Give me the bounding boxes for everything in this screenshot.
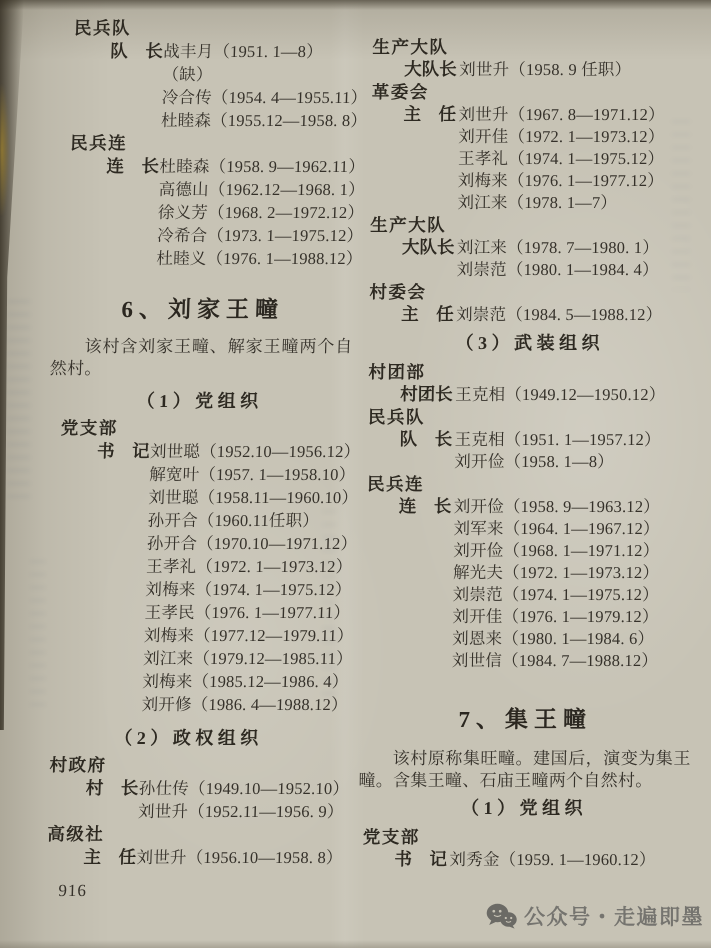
term-entry-row bbox=[362, 451, 694, 473]
term-entry: 刘世升（1958. 9 任职） bbox=[459, 60, 632, 79]
term-entry: 刘世升（1967. 8—1971.12） bbox=[458, 105, 665, 124]
role-label: 书 记 bbox=[96, 441, 150, 461]
term-entry: 刘崇范（1974. 1—1975.12） bbox=[452, 585, 659, 604]
term-entry-row bbox=[361, 540, 693, 562]
term-entry-row bbox=[45, 486, 359, 509]
term-entry: 刘崇范（1980. 1—1984. 4） bbox=[456, 260, 659, 279]
term-entry: 刘崇范（1984. 5—1988.12） bbox=[456, 305, 663, 324]
term-entry: 刘开修（1986. 4—1988.12） bbox=[141, 695, 349, 714]
term-entry-row bbox=[357, 848, 689, 871]
section-title: 6、刘家王疃 bbox=[121, 297, 285, 322]
term-entry: 刘世升（1956.10—1958. 8） bbox=[136, 848, 343, 867]
org-heading: 党支部 bbox=[362, 827, 420, 847]
term-entry: 刘江来（1978. 7—1980. 1） bbox=[456, 238, 660, 257]
term-entry-row bbox=[360, 606, 692, 628]
term-entry: 杜睦森（1958. 9—1962.11） bbox=[159, 157, 366, 176]
term-entry-row bbox=[361, 562, 693, 584]
term-entry: 战丰月（1951. 1—8） bbox=[162, 42, 324, 61]
ink-bleed-smudge bbox=[30, 560, 46, 710]
column-right bbox=[357, 0, 700, 871]
page-number: 916 bbox=[58, 881, 88, 900]
term-entry: 王克相（1949.12—1950.12） bbox=[455, 385, 666, 404]
term-entry: 刘世信（1984. 7—1988.12） bbox=[451, 651, 659, 670]
sub-section-title: （3）武装组织 bbox=[455, 333, 605, 353]
term-entry: 刘开俭（1968. 1—1971.12） bbox=[453, 541, 660, 560]
term-entry-row bbox=[35, 777, 350, 800]
term-entry-row bbox=[38, 693, 349, 716]
term-entry-row bbox=[41, 624, 354, 647]
term-entry-row bbox=[361, 518, 693, 540]
term-entry-row bbox=[360, 650, 692, 672]
term-entry: 孙开合（1960.11任职） bbox=[147, 511, 320, 530]
term-entry: 徐义芳（1968. 2—1972.12） bbox=[157, 203, 365, 222]
term-entry-row bbox=[365, 259, 697, 281]
term-entry-row bbox=[46, 463, 356, 486]
term-entry: 杜睦义（1976. 1—1988.12） bbox=[156, 249, 363, 268]
term-entry-row bbox=[362, 428, 694, 451]
term-entry-row bbox=[366, 126, 698, 148]
term-entry-row bbox=[362, 495, 694, 518]
term-entry-row bbox=[56, 155, 366, 178]
org-heading: 民兵队 bbox=[367, 407, 426, 427]
term-entry: 刘恩来（1980. 1—1984. 6） bbox=[452, 629, 655, 648]
term-entry: 刘世聪（1958.11—1960.10） bbox=[148, 488, 359, 507]
term-entry-row bbox=[366, 103, 698, 126]
org-heading: 生产大队 bbox=[370, 215, 447, 235]
wechat-icon bbox=[486, 903, 517, 929]
role-label: 主 任 bbox=[403, 104, 457, 124]
section-title: 7、集王疃 bbox=[458, 707, 593, 732]
term-entry-row bbox=[60, 40, 363, 63]
role-label: 连 长 bbox=[106, 156, 160, 176]
term-entry: 刘开俭（1958. 1—8） bbox=[454, 452, 615, 471]
term-entry: 刘开俭（1958. 9—1963.12） bbox=[453, 497, 661, 516]
term-entry: 冷合传（1954. 4—1955.11） bbox=[161, 88, 368, 107]
term-entry: 解光夫（1972. 1—1973.12） bbox=[452, 563, 660, 582]
term-entry-row bbox=[363, 383, 695, 406]
term-entry-row bbox=[33, 846, 343, 869]
role-label: 村 长 bbox=[85, 778, 139, 798]
term-entry-row bbox=[39, 670, 349, 693]
photo-edge-bottom bbox=[0, 940, 711, 948]
role-label: 大队长 bbox=[401, 237, 455, 257]
term-entry-row bbox=[55, 178, 366, 201]
role-label: 队 长 bbox=[109, 41, 164, 61]
term-entry-row bbox=[58, 86, 368, 109]
role-label: 队 长 bbox=[399, 429, 453, 449]
role-label: 主 任 bbox=[83, 847, 137, 867]
term-entry-row bbox=[367, 58, 699, 81]
term-entry: 高德山（1962.12—1968. 1） bbox=[158, 180, 366, 199]
role-label: 连 长 bbox=[398, 496, 452, 516]
org-heading: 党支部 bbox=[60, 418, 119, 438]
term-entry: 刘江来（1978. 1—7） bbox=[457, 193, 618, 212]
term-entry-row bbox=[365, 236, 697, 259]
org-heading: 民兵连 bbox=[366, 474, 425, 494]
term-entry: 刘江来（1979.12—1985.11） bbox=[142, 649, 354, 668]
column-left bbox=[32, 0, 368, 901]
term-entry-row bbox=[44, 532, 358, 555]
org-heading: 村政府 bbox=[49, 755, 107, 775]
org-heading: 村团部 bbox=[368, 362, 426, 382]
term-entry: 刘开佳（1976. 1—1979.12） bbox=[452, 607, 659, 626]
role-label: 书 记 bbox=[394, 849, 448, 869]
term-entry: 王克相（1951. 1—1957.12） bbox=[454, 430, 661, 449]
sub-section-title: （1）党组织 bbox=[461, 798, 588, 818]
term-entry-row bbox=[47, 440, 361, 463]
term-entry-row bbox=[42, 578, 352, 601]
ink-bleed-smudge bbox=[322, 510, 336, 700]
watermark bbox=[486, 901, 704, 931]
term-entry: 刘世升（1952.11—1956. 9） bbox=[137, 802, 344, 821]
org-heading: 革委会 bbox=[371, 82, 429, 102]
sub-section-title: （1）党组织 bbox=[136, 391, 264, 411]
term-entry: 王孝礼（1974. 1—1975.12） bbox=[457, 149, 665, 168]
term-entry-row bbox=[40, 647, 354, 670]
term-entry: 刘梅来（1977.12—1979.11） bbox=[143, 626, 354, 645]
sub-section-title: （2）政权组织 bbox=[113, 728, 264, 748]
term-entry: 冷希合（1973. 1—1975.12） bbox=[156, 226, 364, 245]
term-entry: （缺） bbox=[162, 65, 213, 84]
term-entry: 刘秀金（1959. 1—1960.12） bbox=[449, 850, 656, 869]
ink-bleed-smudge bbox=[8, 300, 30, 500]
term-entry: 王孝礼（1972. 1—1973.12） bbox=[145, 557, 353, 576]
term-entry-row bbox=[59, 63, 362, 86]
section-paragraph: 该村含刘家王疃、解家王疃两个自然村。 bbox=[49, 337, 353, 378]
term-entry-row bbox=[41, 601, 351, 624]
org-heading: 民兵队 bbox=[73, 18, 132, 38]
term-entry: 解宽叶（1957. 1—1958.10） bbox=[148, 465, 356, 484]
org-heading: 民兵连 bbox=[69, 133, 128, 153]
term-entry: 孙开合（1970.10—1971.12） bbox=[146, 534, 358, 553]
role-label: 村团长 bbox=[400, 384, 453, 404]
term-entry-row bbox=[361, 584, 693, 606]
term-entry-row bbox=[55, 201, 365, 224]
org-heading: 村委会 bbox=[369, 282, 427, 302]
background-sliver bbox=[0, 85, 9, 215]
term-entry-row bbox=[366, 170, 698, 192]
term-entry: 刘世聪（1952.10—1956.12） bbox=[149, 442, 361, 461]
term-entry-row bbox=[53, 247, 363, 270]
term-entry: 王孝民（1976. 1—1977.11） bbox=[144, 603, 351, 622]
photo-edge-top bbox=[0, 0, 711, 10]
term-entry-row bbox=[35, 800, 344, 823]
term-entry: 刘梅来（1974. 1—1975.12） bbox=[145, 580, 352, 599]
term-entry-row bbox=[364, 303, 696, 326]
role-label: 大队长 bbox=[404, 59, 457, 79]
term-entry: 刘军来（1964. 1—1967.12） bbox=[453, 519, 660, 538]
term-entry: 刘梅来（1985.12—1986. 4） bbox=[142, 672, 349, 691]
term-entry-row bbox=[366, 148, 698, 170]
term-entry-row bbox=[365, 192, 697, 214]
term-entry-row bbox=[58, 109, 368, 132]
term-entry-row bbox=[360, 628, 692, 650]
term-entry: 刘梅来（1976. 1—1977.12） bbox=[457, 171, 665, 190]
ink-bleed-smudge bbox=[672, 120, 690, 290]
org-heading: 高级社 bbox=[47, 824, 105, 844]
role-label: 主 任 bbox=[401, 304, 454, 324]
section-paragraph: 该村原称集旺疃。建国后，演变为集王疃。含集王疃、石庙王疃两个自然村。 bbox=[358, 749, 691, 790]
term-entry: 刘开佳（1972. 1—1973.12） bbox=[458, 127, 665, 146]
term-entry-row bbox=[44, 509, 347, 532]
watermark-text: 公众号・走遍即墨 bbox=[524, 906, 704, 929]
term-entry-row bbox=[43, 555, 353, 578]
org-heading: 生产大队 bbox=[372, 37, 449, 57]
term-entry: 杜睦森（1955.12—1958. 8） bbox=[160, 111, 368, 130]
term-entry: 孙仕传（1949.10—1952.10） bbox=[138, 779, 350, 798]
term-entry-row bbox=[54, 224, 364, 247]
